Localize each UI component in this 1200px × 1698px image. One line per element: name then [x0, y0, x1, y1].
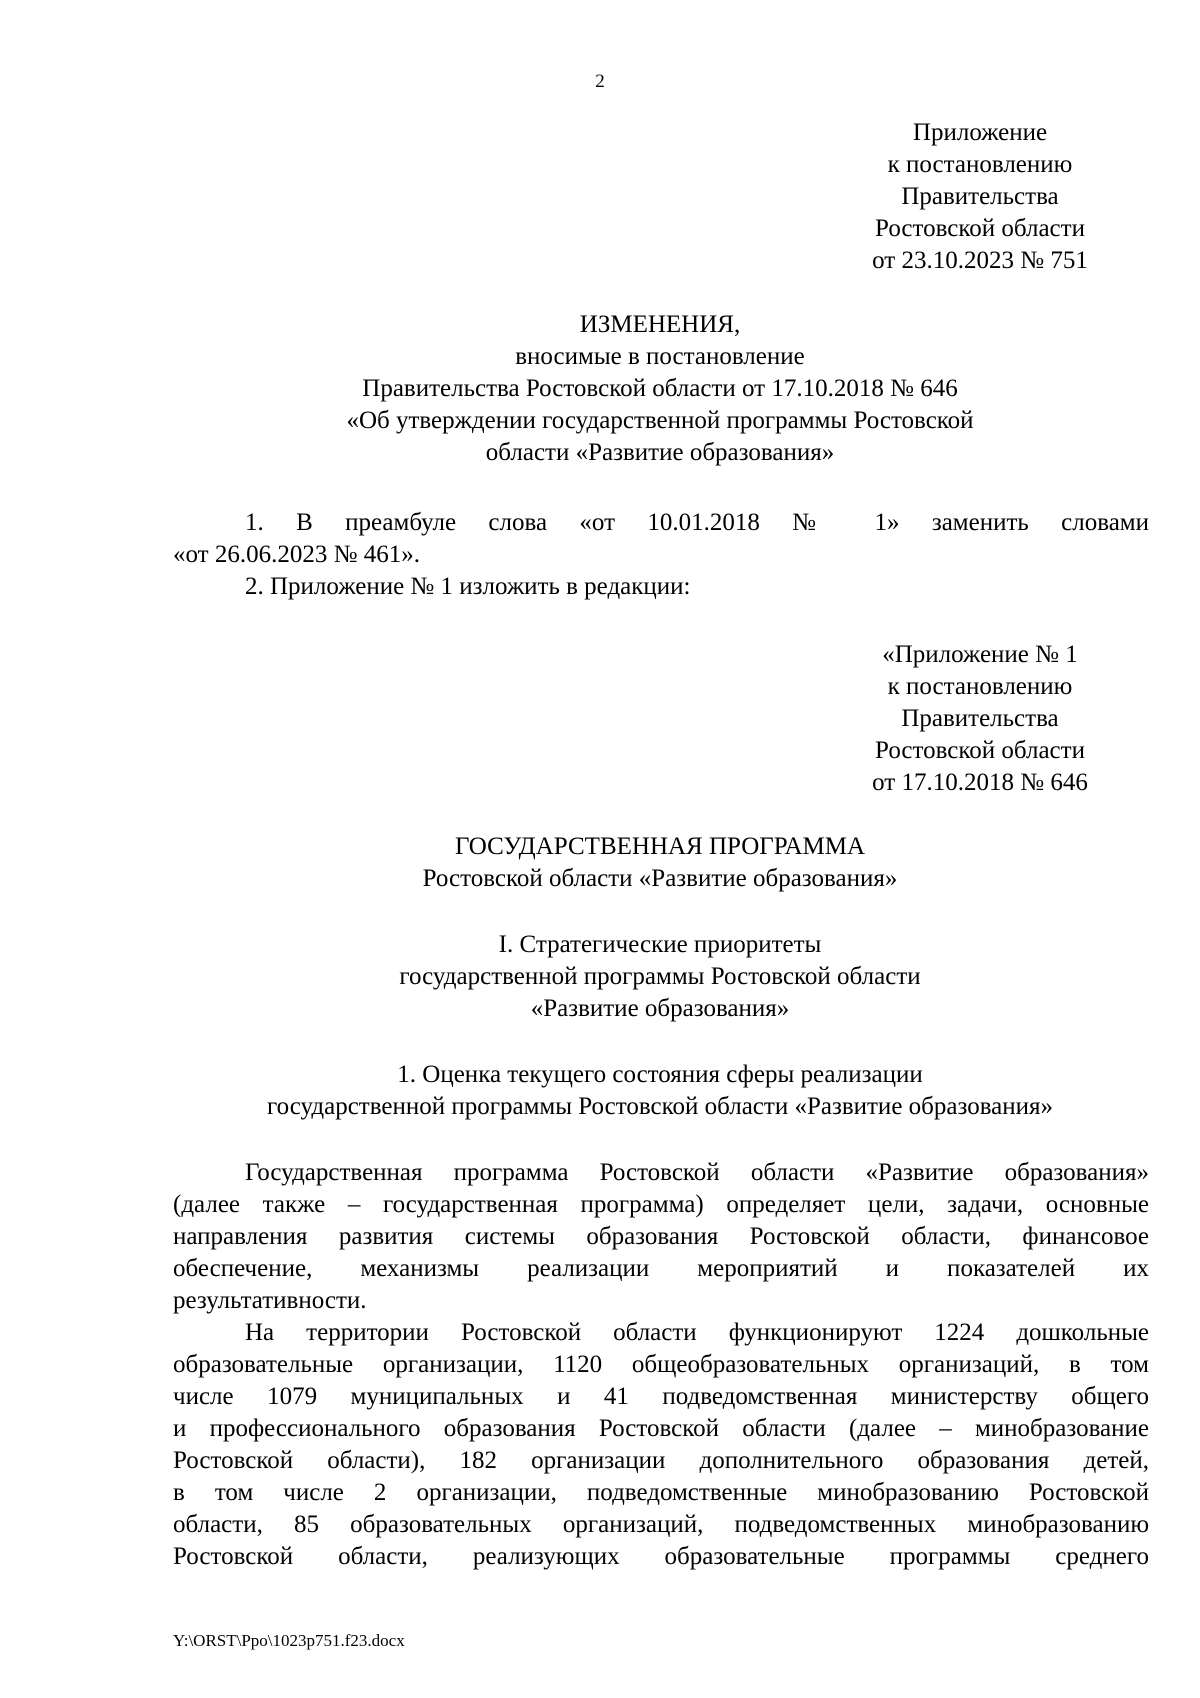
footer-file-path: Y:\ORST\Ppo\1023p751.f23.docx	[173, 1631, 405, 1650]
paragraph-1-line: Государственная программа Ростовской области «Развитие образования»	[245, 1159, 1149, 1186]
item-1-line: «от 26.06.2023 № 461».	[173, 541, 420, 568]
appendix1-header-line: Ростовской области	[875, 737, 1085, 764]
subsection-title-line: 1. Оценка текущего состояния сферы реализации	[397, 1061, 923, 1088]
paragraph-2-line: Ростовской области, реализующих образовательные программы среднего	[173, 1543, 1149, 1570]
appendix1-header-line: «Приложение № 1	[882, 641, 1078, 668]
changes-title-line: ИЗМЕНЕНИЯ,	[579, 311, 741, 338]
item-1-line: 1. В преамбуле слова «от 10.01.2018 № 1» заменить словами	[245, 509, 1149, 536]
paragraph-2-line: и профессионального образования Ростовской области (далее – минобразование	[173, 1415, 1149, 1442]
paragraph-1-line: результативности.	[173, 1287, 367, 1314]
paragraph-2-line: образовательные организации, 1120 общеобразовательных организаций, в том	[173, 1351, 1149, 1378]
section-title-line: I. Стратегические приоритеты	[498, 931, 822, 958]
paragraph-1-line: (далее также – государственная программа) определяет цели, задачи, основные	[173, 1191, 1149, 1218]
section-title-line: «Развитие образования»	[530, 995, 790, 1022]
paragraph-2-line: Ростовской области), 182 организации дополнительного образования детей,	[173, 1447, 1149, 1474]
appendix1-header-line: Правительства	[901, 705, 1059, 732]
paragraph-1-line: обеспечение, механизмы реализации мероприятий и показателей их	[173, 1255, 1149, 1282]
appendix-header-line: Правительства	[901, 183, 1059, 210]
program-title-line: Ростовской области «Развитие образования»	[422, 865, 898, 892]
paragraph-2-line: в том числе 2 организации, подведомственные минобразованию Ростовской	[173, 1479, 1149, 1506]
paragraph-2-line: числе 1079 муниципальных и 41 подведомственная министерству общего	[173, 1383, 1149, 1410]
appendix-header-line: к постановлению	[887, 151, 1073, 178]
paragraph-2-line: области, 85 образовательных организаций, подведомственных минобразованию	[173, 1511, 1149, 1538]
changes-title-line: Правительства Ростовской области от 17.10.2018 № 646	[362, 375, 958, 402]
paragraph-1-line: направления развития системы образования Ростовской области, финансовое	[173, 1223, 1149, 1250]
appendix1-header-line: к постановлению	[887, 673, 1073, 700]
appendix-header-line: Приложение	[912, 119, 1048, 146]
changes-title-line: области «Развитие образования»	[485, 439, 835, 466]
section-title-line: государственной программы Ростовской области	[399, 963, 921, 990]
appendix-header-line: от 23.10.2023 № 751	[872, 247, 1088, 274]
program-title-line: ГОСУДАРСТВЕННАЯ ПРОГРАММА	[454, 833, 866, 860]
paragraph-2-line: На территории Ростовской области функционируют 1224 дошкольные	[245, 1319, 1149, 1346]
item-2-line: 2. Приложение № 1 изложить в редакции:	[245, 573, 691, 600]
changes-title-line: «Об утверждении государственной программы Ростовской	[346, 407, 974, 434]
page-number: 2	[595, 71, 605, 92]
subsection-title-line: государственной программы Ростовской области «Развитие образования»	[266, 1093, 1054, 1120]
appendix-header-line: Ростовской области	[875, 215, 1085, 242]
appendix1-header-line: от 17.10.2018 № 646	[872, 769, 1088, 796]
changes-title-line: вносимые в постановление	[515, 343, 805, 370]
